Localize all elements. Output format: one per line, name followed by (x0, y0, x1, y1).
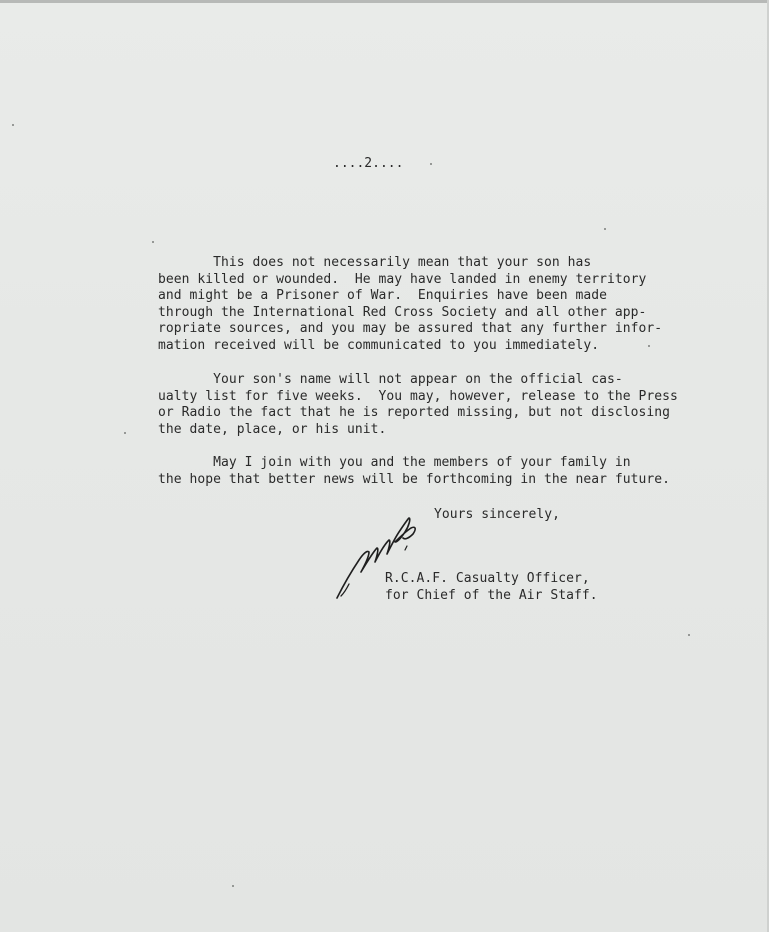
paragraph-3-line-2: the hope that better news will be forthcoming in the near future. (158, 471, 670, 487)
paper-speck (688, 634, 690, 636)
paragraph-1-line-3: and might be a Prisoner of War. Enquiries have been made (158, 288, 607, 304)
paper-speck (430, 163, 432, 165)
page-number: ....2.... (333, 156, 404, 171)
paragraph-2-line-4: the date, place, or his unit. (158, 421, 387, 437)
paragraph-1-line-2: been killed or wounded. He may have landed in enemy territory (158, 271, 647, 287)
signature-subtitle: for Chief of the Air Staff. (385, 588, 598, 603)
paragraph-1-line-4: through the International Red Cross Society and all other app- (158, 304, 647, 320)
paragraph-1-line-1: This does not necessarily mean that your son has (158, 255, 592, 270)
paper-speck (124, 432, 126, 434)
paper-speck (152, 241, 154, 243)
paragraph-1-line-5: ropriate sources, and you may be assured that any further infor- (158, 321, 663, 337)
paper-speck (12, 124, 14, 126)
paragraph-2-line-1: Your son's name will not appear on the official cas- (158, 372, 623, 387)
paper-speck (232, 885, 234, 887)
signature-title: R.C.A.F. Casualty Officer, (385, 571, 590, 586)
closing-salutation: Yours sincerely, (434, 507, 561, 522)
paragraph-1-line-6: mation received will be communicated to you immediately. (158, 338, 600, 353)
paragraph-2-line-3: or Radio the fact that he is reported missing, but not disclosing (158, 405, 670, 421)
paper-speck (604, 228, 606, 230)
paper-speck (648, 345, 650, 347)
paragraph-3-line-1: May I join with you and the members of your family in (158, 455, 631, 470)
paragraph-2-line-2: ualty list for five weeks. You may, however, release to the Press (158, 388, 678, 404)
